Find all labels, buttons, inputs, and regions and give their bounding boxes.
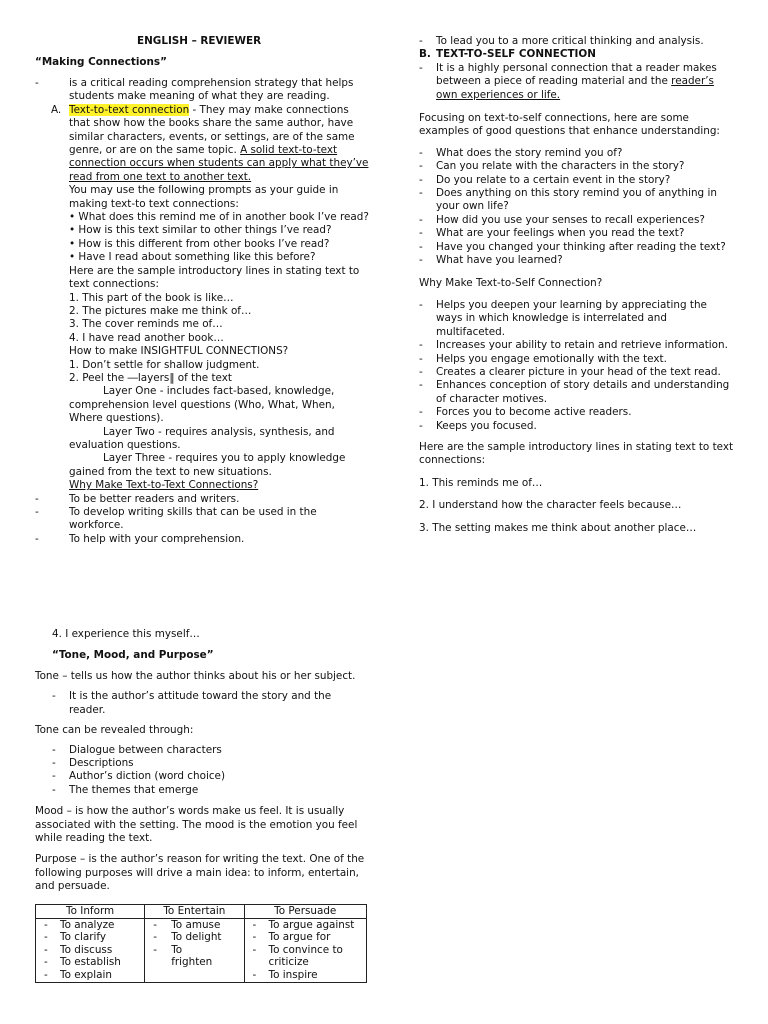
detail-line: 1. This part of the book is like… xyxy=(69,291,234,304)
why-text-to-text-heading: Why Make Text-to-Text Connections? xyxy=(69,479,259,492)
table-cell-inform xyxy=(36,918,145,982)
tone-section xyxy=(35,670,370,894)
detail-line: 2. The pictures make me think of… xyxy=(69,304,252,317)
reasons-list xyxy=(419,299,734,433)
section-heading-tone: “Tone, Mood, and Purpose” xyxy=(52,649,214,661)
why-text-to-self-heading: Why Make Text-to-Self Connection? xyxy=(419,276,603,289)
table-list-item: - To explain xyxy=(44,968,112,981)
list-item: - Helps you deepen your learning by appreciating the ways in which knowledge is interrelated and multifaceted. xyxy=(419,298,707,338)
list-item: - What have you learned? xyxy=(419,254,563,267)
definition-item: - is a critical reading comprehension strategy that helps students make meaning of what they are reading. xyxy=(35,77,354,103)
section-heading-making-connections: “Making Connections” xyxy=(35,56,167,68)
table-list-item: - To frighten xyxy=(153,943,213,969)
list-item: - How did you use your senses to recall experiences? xyxy=(419,213,705,226)
list-item: - To develop writing skills that can be used in the workforce. xyxy=(35,506,317,532)
revealed-list xyxy=(35,744,370,798)
detail-line: • How is this text similar to other things I’ve read? xyxy=(69,224,332,237)
text-to-text-details xyxy=(35,184,370,492)
table-list-item: - To clarify xyxy=(44,931,106,944)
list-item: - Helps you engage emotionally with the text. xyxy=(419,352,667,365)
detail-line: 2. Peel the ―layers‖ of the text xyxy=(69,371,232,384)
focus-intro: Focusing on text-to-self connections, here are some examples of good questions that enhance understanding: xyxy=(419,112,720,138)
text-to-text-item: A. Text-to-text connection - They may make connections that show how the books share the same author, have similar characters, events, or settings, are of the same genre, or are on the same topic. A solid text-to-text connection occurs when students can apply what they’ve read from one text to another text. xyxy=(51,103,369,183)
list-item: - To lead you to a more critical thinking and analysis. xyxy=(419,35,704,47)
table-header: To Inform xyxy=(36,905,145,919)
sample-line: 1. This reminds me of… xyxy=(419,476,543,489)
table-list-item: - To inspire xyxy=(252,968,318,981)
table-cell-persuade xyxy=(244,918,366,982)
detail-line: • What does this remind me of in another book I’ve read? xyxy=(69,211,369,224)
list-item: - Does anything on this story remind you of anything in your own life? xyxy=(419,187,717,213)
questions-list xyxy=(419,147,734,268)
tone-definition: Tone – tells us how the author thinks about his or her subject. xyxy=(35,670,356,682)
text-to-self-definition: - It is a highly personal connection that a reader makes between a piece of reading material and the reader’s own experiences or life. xyxy=(419,61,717,101)
list-item: - To help with your comprehension. xyxy=(35,532,245,545)
table-list-item: - To delight xyxy=(153,931,222,944)
table-header: To Entertain xyxy=(145,905,244,919)
detail-line: • How is this different from other books I’ve read? xyxy=(69,237,330,250)
detail-line: 1. Don’t settle for shallow judgment. xyxy=(69,358,260,371)
layer-three: Layer Three - requires you to apply knowledge gained from the text to new situations. xyxy=(69,452,346,478)
sample-line: 2. I understand how the character feels because… xyxy=(419,499,682,512)
list-item: - What does the story remind you of? xyxy=(419,146,623,159)
table-list-item: - To argue against xyxy=(252,918,355,931)
detail-line: 4. I have read another book… xyxy=(69,331,224,344)
list-item: - Author’s diction (word choice) xyxy=(52,770,226,783)
table-list-item: - To convince to criticize xyxy=(252,943,343,969)
table-list-item: - To discuss xyxy=(44,943,113,956)
sample-line: 3. The setting makes me think about another place… xyxy=(419,521,697,534)
sample-intro: Here are the sample introductory lines in stating text to text connections: xyxy=(419,440,734,467)
right-column xyxy=(419,35,734,535)
purpose-definition: Purpose – is the author’s reason for writing the text. One of the following purposes will drive a main idea: to inform, entertain, and persuade. xyxy=(35,853,365,893)
detail-line: • Have I read about something like this before? xyxy=(69,251,316,264)
table-header: To Persuade xyxy=(244,905,366,919)
table-list-item: - To establish xyxy=(44,956,121,969)
detail-line: Here are the sample introductory lines in stating text to text connections: xyxy=(69,264,360,291)
list-item: - To be better readers and writers. xyxy=(35,492,240,505)
page-title: ENGLISH – REVIEWER xyxy=(137,35,262,47)
mood-definition: Mood – is how the author’s words make us feel. It is usually associated with the setting. The mood is the emotion you feel while reading the text. xyxy=(35,805,358,845)
purpose-table xyxy=(35,904,367,983)
section-heading-text-to-self: B. TEXT-TO-SELF CONNECTION xyxy=(419,48,596,61)
list-item: - Have you changed your thinking after reading the text? xyxy=(419,240,726,253)
text-to-text-title: Text-to-text connection xyxy=(69,103,190,116)
table-cell-entertain xyxy=(145,918,244,982)
list-item: - Keeps you focused. xyxy=(419,419,537,432)
detail-line: How to make INSIGHTFUL CONNECTIONS? xyxy=(69,345,289,358)
list-item: - Increases your ability to retain and retrieve information. xyxy=(419,339,728,352)
list-item: - Can you relate with the characters in the story? xyxy=(419,160,685,173)
layer-one: Layer One - includes fact-based, knowledge, comprehension level questions (Who, What, When, Where questions). xyxy=(69,385,335,425)
making-connections-body xyxy=(35,77,370,546)
sample-line-4: 4. I experience this myself… xyxy=(52,628,200,640)
list-item: - It is the author’s attitude toward the story and the reader. xyxy=(52,690,332,716)
list-item: - Forces you to become active readers. xyxy=(419,406,632,419)
list-item: - Enhances conception of story details and understanding of character motives. xyxy=(419,379,730,405)
detail-line: 3. The cover reminds me of… xyxy=(69,318,223,331)
tone-revealed: Tone can be revealed through: xyxy=(35,724,194,737)
list-item: - The themes that emerge xyxy=(52,783,199,796)
list-item: - What are your feelings when you read the text? xyxy=(419,227,685,240)
list-item: - Dialogue between characters xyxy=(52,743,222,756)
table-list-item: - To analyze xyxy=(44,918,115,931)
list-item: - Creates a clearer picture in your head of the text read. xyxy=(419,365,721,378)
list-item: - Do you relate to a certain event in the story? xyxy=(419,173,671,186)
detail-line: You may use the following prompts as your guide in making text-to text connections: xyxy=(69,184,339,210)
list-item: - Descriptions xyxy=(52,757,134,770)
table-list-item: - To amuse xyxy=(153,918,221,931)
table-list-item: - To argue for xyxy=(252,931,331,944)
layer-two: Layer Two - requires analysis, synthesis, and evaluation questions. xyxy=(69,425,335,451)
